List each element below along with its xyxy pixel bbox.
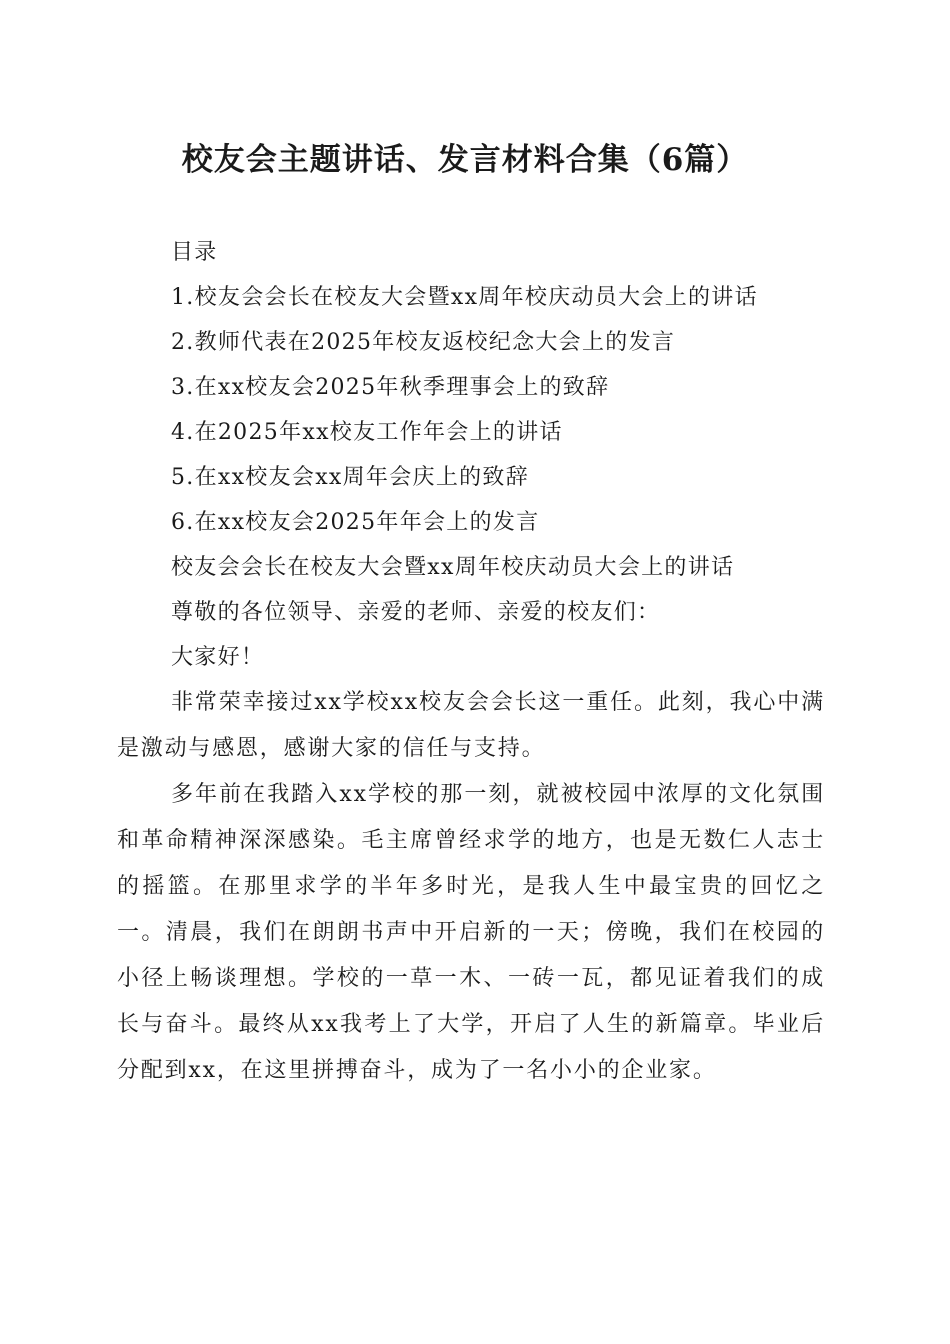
- paragraph-2: 多年前在我踏入xx学校的那一刻，就被校园中浓厚的文化氛围和革命精神深深感染。毛主席曾经求学的地方，也是无数仁人志士的摇篮。在那里求学的半年多时光，是我人生中最宝贵的回忆之一。清晨，我们在朗朗书声中开启新的一天；傍晚，我们在校园的小径上畅谈理想。学校的一草一木、一砖一瓦，都见证着我们的成长与奋斗。最终从xx我考上了大学，开启了人生的新篇章。毕业后分配到xx，在这里拼搏奋斗，成为了一名小小的企业家。: [117, 782, 825, 1083]
- salutation: 尊敬的各位领导、亲爱的老师、亲爱的校友们：: [171, 600, 661, 625]
- toc-item-4: 4.在2025年xx校友工作年会上的讲话: [171, 420, 563, 445]
- document-title: 校友会主题讲话、发言材料合集（6篇）: [181, 142, 749, 178]
- toc-item-2: 2.教师代表在2025年校友返校纪念大会上的发言: [171, 330, 676, 355]
- toc-heading: 目录: [171, 240, 218, 265]
- section-title: 校友会会长在校友大会暨xx周年校庆动员大会上的讲话: [171, 555, 735, 580]
- greeting: 大家好！: [171, 645, 265, 670]
- toc-item-5: 5.在xx校友会xx周年会庆上的致辞: [171, 465, 530, 490]
- paragraph-1: 非常荣幸接过xx学校xx校友会会长这一重任。此刻，我心中满是激动与感恩，感谢大家的信任与支持。: [117, 690, 825, 761]
- toc-item-3: 3.在xx校友会2025年秋季理事会上的致辞: [171, 375, 610, 400]
- toc-item-1: 1.校友会会长在校友大会暨xx周年校庆动员大会上的讲话: [171, 285, 758, 310]
- toc-item-6: 6.在xx校友会2025年年会上的发言: [171, 510, 540, 535]
- body-text: [117, 680, 825, 1094]
